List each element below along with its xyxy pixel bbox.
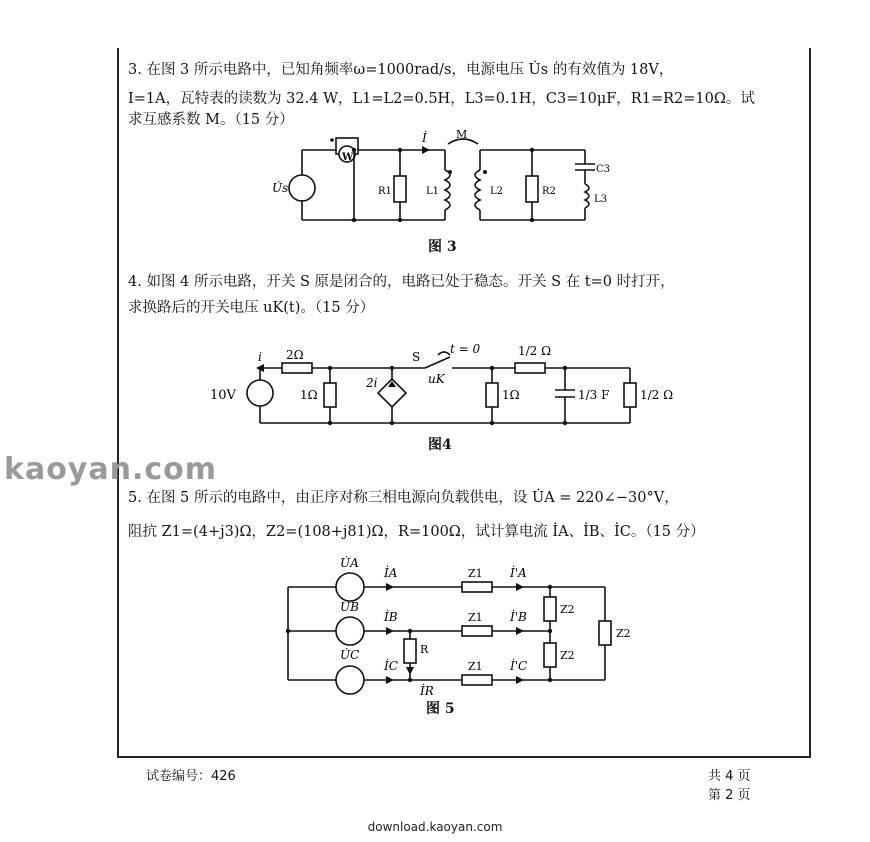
z2-label-ca: Z2 (616, 627, 631, 640)
iap-label: İ'A (510, 566, 527, 580)
switch-label: S (412, 350, 421, 364)
source-label: U̇s (272, 181, 289, 195)
q5-line-2: 阻抗 Z1=(4+j3)Ω，Z2=(108+j81)Ω，R=100Ω，试计算电流 İA、İB、İC。（15 分） (128, 524, 705, 540)
wattmeter-label: W (342, 152, 354, 163)
ir-label: İR (420, 684, 434, 698)
figure-4-caption: 图4 (428, 437, 452, 453)
watermark: kaoyan.com (4, 452, 218, 487)
c3-label: C3 (596, 164, 610, 175)
cap-label: 1/3 F (578, 388, 610, 402)
q3-line-1: 3. 在图 3 所示电路中，已知角频率ω=1000rad/s，电源电压 U̇s 的有效值为 18V， (128, 62, 674, 78)
ua-label: U̇A (340, 556, 359, 570)
l2-label: L2 (490, 186, 504, 197)
ic-label: İC (384, 659, 398, 673)
voltage-source-label: 10V (210, 388, 236, 403)
figure-3-circuit (270, 130, 610, 235)
r-shunt-label: 1Ω (300, 388, 318, 402)
ibp-label: İ'B (510, 610, 527, 624)
figure-4-circuit (200, 335, 680, 430)
q4-line-2: 求换路后的开关电压 uK(t)。（15 分） (128, 300, 375, 316)
q5-line-1: 5. 在图 5 所示的电路中，由正序对称三相电源向负载供电，设 U̇A = 220∠−30°V， (128, 490, 679, 506)
ib-label: İB (384, 610, 398, 624)
uk-label: uK (428, 372, 445, 386)
mutual-label: M (456, 130, 468, 141)
ub-label: U̇B (340, 600, 359, 614)
source-url: download.kaoyan.com (367, 820, 503, 834)
z1-label-b: Z1 (468, 611, 483, 624)
page-number: 第 2 页 (708, 788, 751, 803)
r-mid-label: 1Ω (502, 388, 520, 402)
figure-3-caption: 图 3 (428, 239, 457, 255)
r-label: R (420, 643, 429, 656)
r1-label: R1 (378, 186, 392, 197)
z2-label-bc: Z2 (560, 649, 575, 662)
l1-label: L1 (426, 186, 440, 197)
q4-line-1: 4. 如图 4 所示电路，开关 S 原是闭合的，电路已处于稳态。开关 S 在 t=0 时打开， (128, 274, 675, 290)
ia-label: İA (384, 566, 398, 580)
r-top-label: 1/2 Ω (518, 344, 552, 358)
l3-label: L3 (594, 194, 608, 205)
z2-label-ab: Z2 (560, 603, 575, 616)
exam-code: 试卷编号：426 (146, 769, 236, 784)
z1-label-a: Z1 (468, 567, 483, 580)
t0-label: t = 0 (450, 342, 481, 356)
q3-line-3: 求互感系数 M。（15 分） (128, 112, 294, 128)
figure-5-caption: 图 5 (426, 701, 455, 717)
total-pages: 共 4 页 (708, 769, 751, 784)
current-label: İ (422, 131, 427, 145)
uc-label: U̇C (340, 648, 360, 662)
icp-label: İ'C (510, 659, 528, 673)
current-i-label: i (258, 350, 262, 364)
z1-label-c: Z1 (468, 660, 483, 673)
r2-label: R2 (542, 186, 556, 197)
r-right-label: 1/2 Ω (640, 388, 674, 402)
ccvs-label: 2i (366, 376, 378, 390)
q3-line-2: I=1A，瓦特表的读数为 32.4 W，L1=L2=0.5H，L3=0.1H，C3=10μF，R1=R2=10Ω。试 (128, 91, 755, 107)
figure-5-circuit (280, 555, 640, 700)
r-series-label: 2Ω (286, 348, 304, 362)
